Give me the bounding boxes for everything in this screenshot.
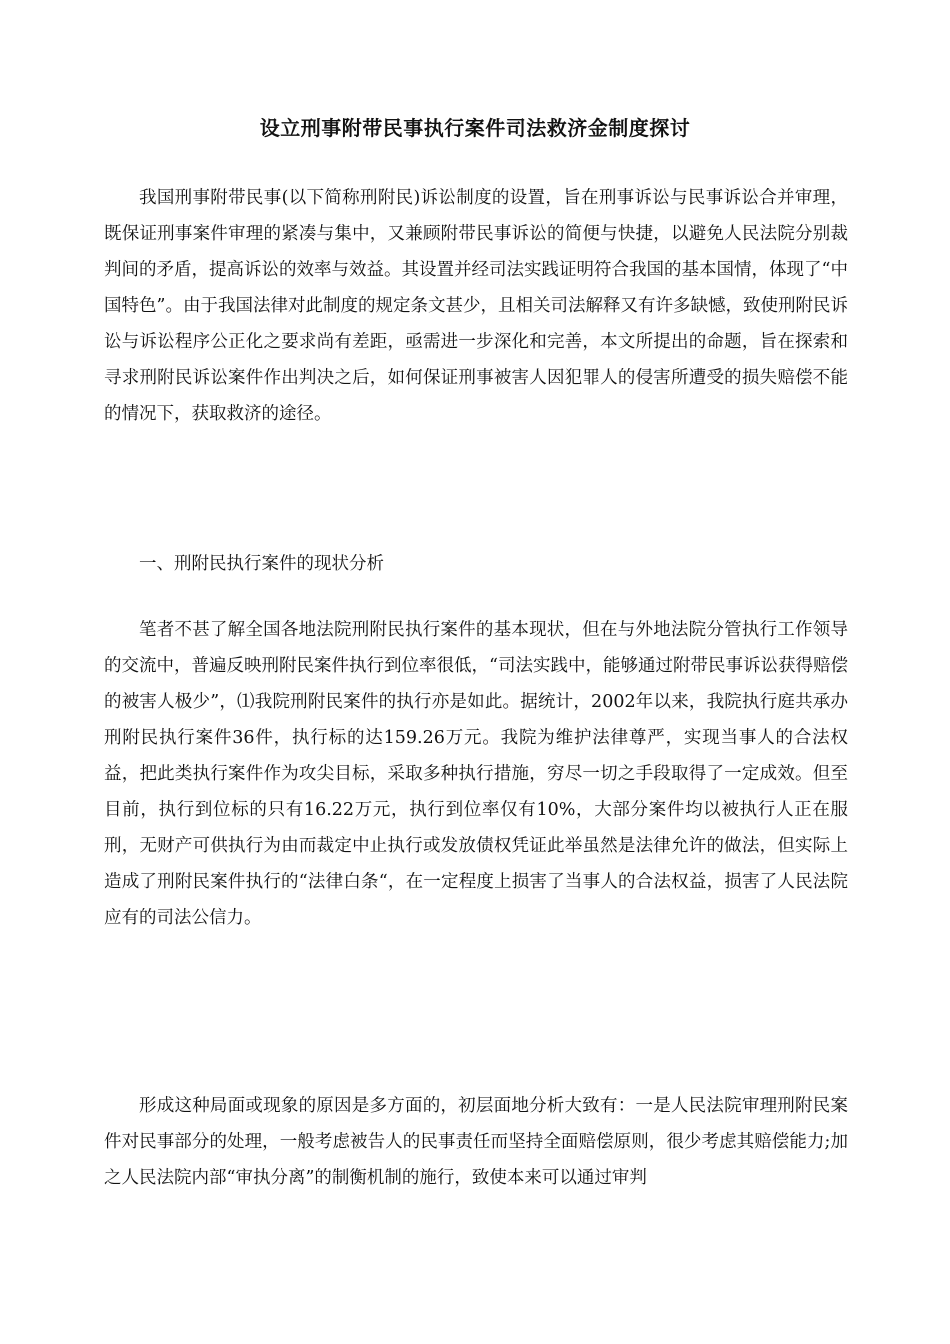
- paragraph-status-analysis: 笔者不甚了解全国各地法院刑附民执行案件的基本现状，但在与外地法院分管执行工作领导的交流中，普遍反映刑附民案件执行到位率很低，“司法实践中，能够通过附带民事诉讼获得赔偿的被害人极少”，⑴我院刑附民案件的执行亦是如此。据统计，2002年以来，我院执行庭共承办刑附民执行案件36件，执行标的达159.26万元。我院为维护法律尊严，实现当事人的合法权益，把此类执行案件作为攻尖目标，采取多种执行措施，穷尽一切之手段取得了一定成效。但至目前，执行到位标的只有16.22万元，执行到位率仅有10%，大部分案件均以被执行人正在服刑，无财产可供执行为由而裁定中止执行或发放债权凭证此举虽然是法律允许的做法，但实际上造成了刑附民案件执行的“法律白条“，在一定程度上损害了当事人的合法权益，损害了人民法院应有的司法公信力。: [104, 620, 848, 928]
- document-title: 设立刑事附带民事执行案件司法救济金制度探讨: [259, 116, 691, 140]
- section-heading: 一、刑附民执行案件的现状分析: [139, 554, 384, 574]
- paragraph-intro: 我国刑事附带民事(以下简称刑附民)诉讼制度的设置，旨在刑事诉讼与民事诉讼合并审理，既保证刑事案件审理的紧凑与集中，又兼顾附带民事诉讼的简便与快捷，以避免人民法院分别裁判间的矛盾，提高诉讼的效率与效益。其设置并经司法实践证明符合我国的基本国情，体现了“中国特色”。由于我国法律对此制度的规定条文甚少，且相关司法解释又有许多缺憾，致使刑附民诉讼与诉讼程序公正化之要求尚有差距，亟需进一步深化和完善，本文所提出的命题，旨在探索和寻求刑附民诉讼案件作出判决之后，如何保证刑事被害人因犯罪人的侵害所遭受的损失赔偿不能的情况下，获取救济的途径。: [104, 188, 848, 424]
- paragraph-causes: 形成这种局面或现象的原因是多方面的，初层面地分析大致有：一是人民法院审理刑附民案件对民事部分的处理，一般考虑被告人的民事责任而坚持全面赔偿原则，很少考虑其赔偿能力;加之人民法院内部“审执分离”的制衡机制的施行，致使本来可以通过审判: [104, 1096, 848, 1188]
